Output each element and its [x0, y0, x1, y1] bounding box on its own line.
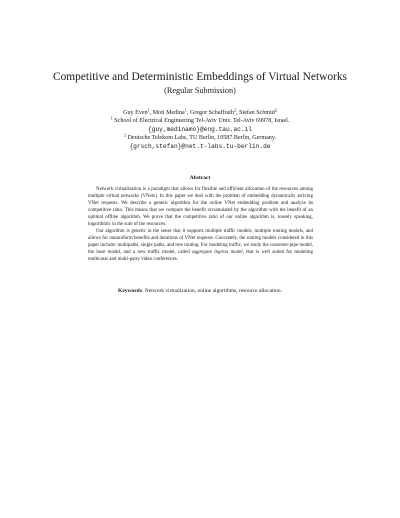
abstract-paragraph: Network virtualization is a paradigm that allows for flexible and efficient allocation of the resources among multiple virtual networks (VNets). In this paper we deal with the problem of embedding dynamically arriving VNet requests. We describe a generic algorithm for the online VNet embedding problem and analyze its competitive ratio. This means that we compare the benefit accumulated by the algorithm with the benefit of an optimal offline algorithm. We prove that the competitive ratio of our online algorithm is, loosely speaking, logarithmic in the sum of the resources.: [88, 187, 313, 228]
affiliation-1: [0, 117, 400, 125]
affiliation-marker: 1: [184, 107, 187, 113]
keywords-line: [0, 288, 400, 295]
author-block: [0, 109, 400, 151]
affiliation-marker: 2: [233, 107, 237, 113]
paper-subtitle: (Regular Submission): [164, 86, 236, 95]
abstract-body: [88, 186, 313, 264]
author-name: Moti Medina: [152, 110, 185, 116]
keywords-label: Keywords: [118, 288, 142, 294]
author-name: Stefan Schmid: [239, 110, 275, 116]
author-list: Guy Even$^1$, Moti Medina$^1$, Gregor Schaffrath$^2$, Stefan Schmid$^2$: [123, 107, 277, 116]
keywords-text: : Network virtualization, online algorithms, resource allocation.: [141, 288, 282, 294]
emphasized-term: aggregate ingress model: [192, 250, 243, 256]
affiliation-marker: 2: [123, 132, 127, 138]
author-name: Guy Even: [123, 110, 148, 116]
abstract-text: Our algorithm is generic in the sense that it supports multiple traffic models, multiple routing models, and allows for nonuniform benefits and durations of VNet requests. Concretely, the routing models considered in this paper include: multipaths, single paths, and tree routing. For modeling traffic, we study the customer-pipe model, the hose model, and a new traffic model, called: [88, 229, 313, 256]
affiliation-marker: 2: [274, 107, 277, 113]
affiliation-text: School of Electrical Engineering Tel-Aviv Univ. Tel-Aviv 69978, Israel.: [114, 118, 290, 125]
affiliation-text: Deutsche Telekom Labs, TU Berlin, 10587 Berlin, Germany.: [127, 135, 276, 142]
affiliation-marker: 1: [110, 115, 113, 121]
affiliation-2: [0, 134, 400, 142]
author-name: Gregor Schaffrath: [189, 110, 234, 116]
email-1: {guy,medinamo}@eng.tau.ac.il: [148, 125, 252, 133]
paper-title: Competitive and Deterministic Embeddings of Virtual Networks: [53, 71, 347, 83]
abstract-text: , that is well suited for modeling multicasts and multi-party video conferences.: [88, 250, 313, 263]
abstract-heading: Abstract: [189, 175, 211, 181]
abstract-paragraph: [88, 228, 313, 263]
affiliation-marker: 1: [147, 107, 150, 113]
email-2: {grsch,stefan}@net.t-labs.tu-berlin.de: [129, 142, 271, 150]
